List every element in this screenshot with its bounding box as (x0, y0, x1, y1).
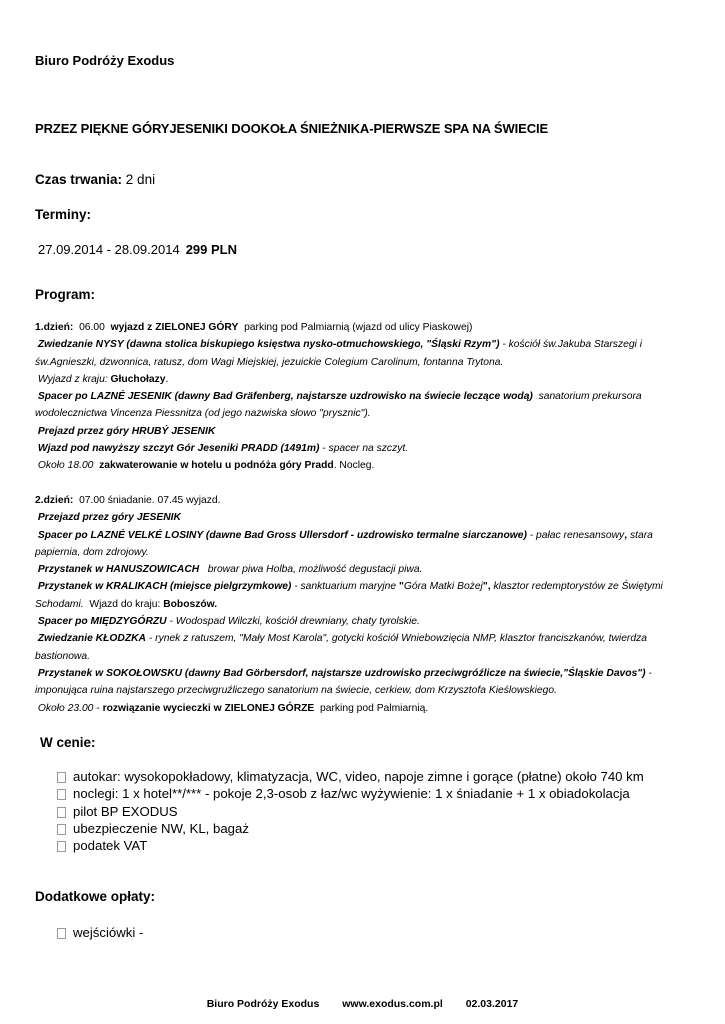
day2-line: Zwiedzanie KŁODZKA - rynek z ratuszem, "Mały Most Karola", gotycki kościół Wniebowzięcia NMP, klasztor franciszkanów, twierdza bastionowa. (35, 633, 647, 662)
footer-url[interactable]: www.exodus.com.pl (342, 998, 443, 1010)
trip-title: PRZEZ PIĘKNE GÓRYJESENIKI DOOKOŁA ŚNIEŻNIKA-PIERWSZE SPA NA ŚWIECIE (35, 121, 549, 136)
bullet-box-icon (57, 928, 66, 939)
company-name: Biuro Podróży Exodus (35, 53, 175, 68)
day2-line: Przystanek w SOKOŁOWSKU (dawny Bad Görbersdorf, najstarsze uzdrowisko przeciwgróźlicze na świecie,"Śląskie Davos") - imponująca ruina najstarszego przeciwgruźliczego sanatorium na świecie, cerkiew, dom Krzysztofa Kieślowskiego. (35, 667, 652, 697)
duration (35, 172, 695, 187)
footer-date: 02.03.2017 (465, 998, 519, 1010)
extra-fees-heading: Dodatkowe opłaty: (35, 889, 156, 904)
bullet-box-icon (57, 789, 66, 800)
footer-company: Biuro Podróży Exodus (206, 998, 320, 1010)
bullet-box-icon (57, 841, 66, 852)
bullet-box-icon (57, 824, 66, 835)
page-footer (0, 998, 725, 1010)
terms-price: 299 PLN (185, 242, 237, 257)
program-day-1 (35, 319, 697, 475)
list-item: ubezpieczenie NW, KL, bagaż (57, 820, 705, 837)
terms-row (38, 242, 695, 257)
terms-dates: 27.09.2014 - 28.09.2014 (38, 242, 180, 257)
in-price-heading: W cenie: (40, 735, 96, 750)
program-day-2 (35, 492, 697, 717)
list-item: podatek VAT (57, 837, 705, 854)
list-item: pilot BP EXODUS (57, 803, 705, 820)
terms-heading: Terminy: (35, 207, 92, 222)
day1-line: Wyjazd z kraju: Głuchołazy. (37, 373, 169, 385)
day2-line: 2.dzień: 07.00 śniadanie. 07.45 wyjazd. (35, 495, 221, 506)
duration-value: 2 dni (125, 172, 156, 187)
day1-line: Prejazd przez góry HRUBÝ JESENIK (37, 425, 216, 437)
day2-line: Spacer po MIĘDZYGÓRZU - Wodospad Wilczki, kościół drewniany, chaty tyrolskie. (37, 616, 420, 628)
program-heading: Program: (35, 287, 96, 302)
day1-line: 1.dzień: 06.00 wyjazd z ZIELONEJ GÓRY parking pod Palmiarnią (wjazd od ulicy Piaskowej) (35, 322, 473, 333)
list-item: autokar: wysokopokładowy, klimatyzacja, WC, video, napoje zimne i gorące (płatne) około 740 km (57, 768, 705, 785)
day2-line: Około 23.00 - rozwiązanie wycieczki w ZIELONEJ GÓRZE parking pod Palmiarnią. (37, 702, 429, 714)
list-item: wejściówki - (57, 924, 705, 941)
day1-line: Spacer po LAZNÉ JESENIK (dawny Bad Gräfenberg, najstarsze uzdrowisko na świecie leczące wodą) sanatorium prekursora wodolecznictwa Vincenza Piessnitza (od jego nazwiska słowo "prysznic"). (35, 391, 645, 420)
day1-line: Zwiedzanie NYSY (dawna stolica biskupiego księstwa nysko-otmuchowskiego, "Śląski Rzym") - kościół św.Jakuba Starszegi i św.Agnieszki, dzwonnica, ratusz, dom Wagi Miejskiej, jezuickie Colegium Carolinum, fontanna Trytona. (35, 339, 642, 368)
day2-line: Przystanek w KRALIKACH (miejsce pielgrzymkowe) - sanktuarium maryjne "Góra Matki Bożej", klasztor redemptorystów ze Świętymi Schodami. Wjazd do kraju: Boboszów. (35, 581, 663, 610)
duration-label: Czas trwania: (35, 172, 123, 187)
in-price-list (57, 768, 705, 854)
day2-line: Przystanek w HANUSZOWICACH browar piwa Holba, możliwość degustacji piwa. (37, 564, 423, 576)
list-item: noclegi: 1 x hotel**/*** - pokoje 2,3-osob z łaz/wc wyżywienie: 1 x śniadanie + 1 x obiadokolacja (57, 785, 705, 802)
bullet-box-icon (57, 807, 66, 818)
day2-line: Spacer po LAZNÉ VELKÉ LOSINY (dawne Bad Gross Ullersdorf - uzdrowisko termalne siarczanowe) - pałac renesansowy, stara papiernia, dom zdrojowy. (35, 529, 653, 558)
extra-fees-list (57, 924, 705, 941)
day2-line: Przejazd przez góry JESENIK (37, 512, 181, 524)
day1-line: Około 18.00 zakwaterowanie w hotelu u podnóża góry Pradd. Nocleg. (37, 460, 375, 472)
day1-line: Wjazd pod nawyższy szczyt Gór Jeseniki PRADD (1491m) - spacer na szczyt. (37, 443, 409, 455)
bullet-box-icon (57, 772, 66, 783)
